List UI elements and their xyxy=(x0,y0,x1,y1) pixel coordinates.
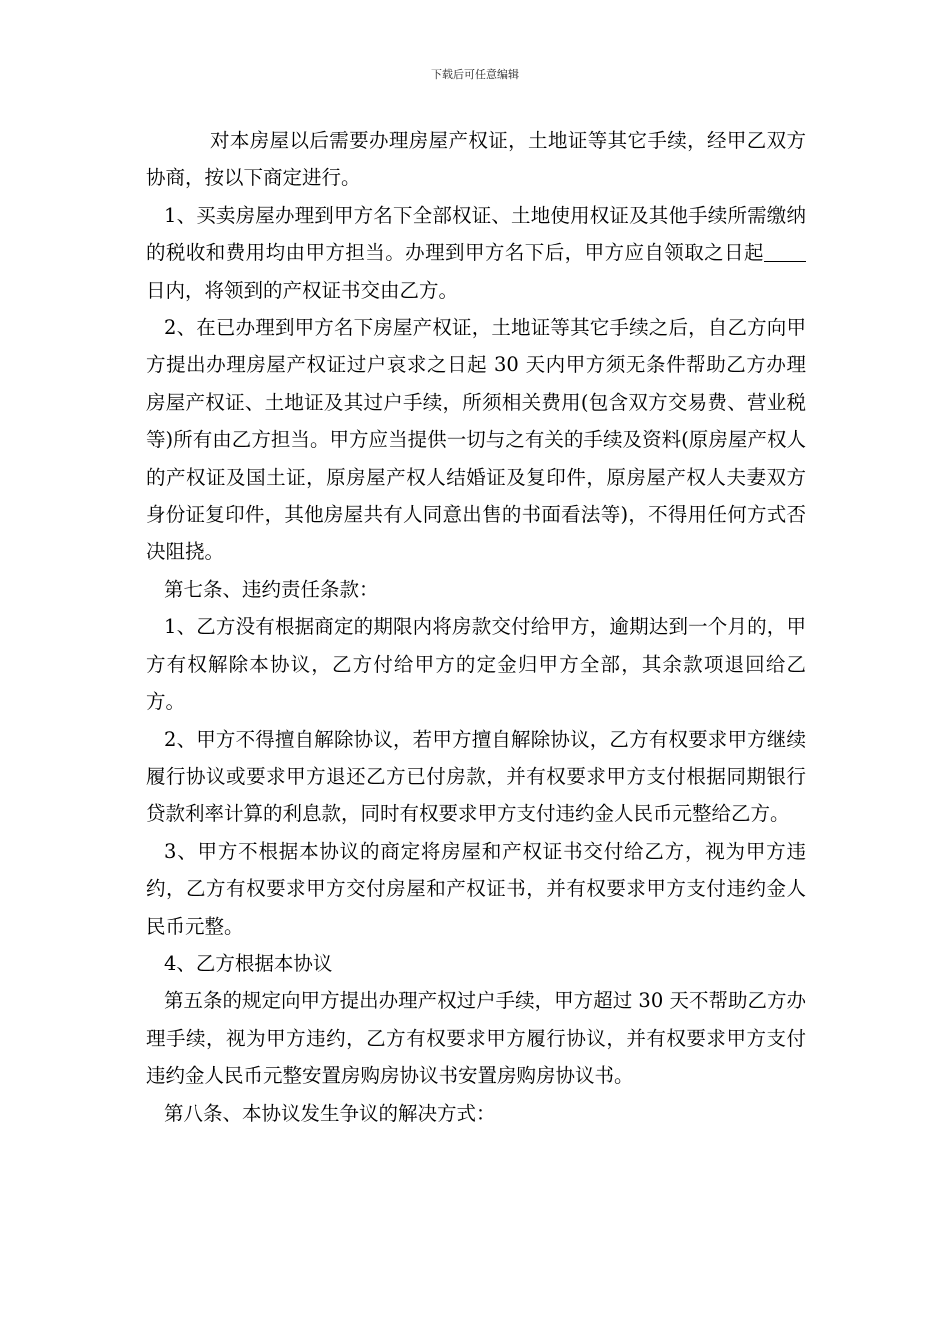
fill-in-blank[interactable] xyxy=(764,242,806,263)
document-body xyxy=(146,122,806,1132)
paragraph-item-2: 2、在已办理到甲方名下房屋产权证，土地证等其它手续之后，自乙方向甲方提出办理房屋产权证过户哀求之日起 30 天内甲方须无条件帮助乙方办理房屋产权证、土地证及其过户手续，所须相关费用(包含双方交易费、营业税等)所有由乙方担当。甲方应当提供一切与之有关的手续及资料(原房屋产权人的产权证及国土证，原房屋产权人结婚证及复印件，原房屋产权人夫妻双方身份证复印件，其他房屋共有人同意出售的书面看法等)，不得用任何方式否决阻挠。 xyxy=(146,316,806,564)
paragraph-breach-4: 4、乙方根据本协议 xyxy=(164,951,333,975)
page-header: 下载后可任意编辑 xyxy=(431,68,519,81)
paragraph-breach-1: 1、乙方没有根据商定的期限内将房款交付给甲方，逾期达到一个月的，甲方有权解除本协议，乙方付给甲方的定金归甲方全部，其余款项退回给乙方。 xyxy=(146,615,806,714)
paragraph-item-1 xyxy=(146,197,806,309)
paragraph-breach-2: 2、甲方不得擅自解除协议，若甲方擅自解除协议，乙方有权要求甲方继续履行协议或要求甲方退还乙方已付房款，并有权要求甲方支付根据同期银行贷款利率计算的利息款，同时有权要求甲方支付违约金人民币元整给乙方。 xyxy=(146,727,806,826)
section-heading-article-8: 第八条、本协议发生争议的解决方式： xyxy=(164,1101,496,1125)
paragraph-article-5-reference: 第五条的规定向甲方提出办理产权过户手续，甲方超过 30 天不帮助乙方办理手续，视为甲方违约，乙方有权要求甲方履行协议，并有权要求甲方支付违约金人民币元整安置房购房协议书安置房购房协议书。 xyxy=(146,989,806,1088)
paragraph-item-1-text: 1、买卖房屋办理到甲方名下全部权证、土地使用权证及其他手续所需缴纳的税收和费用均由甲方担当。办理到甲方名下后，甲方应自领取之日起 xyxy=(146,203,806,265)
paragraph-breach-3: 3、甲方不根据本协议的商定将房屋和产权证书交付给乙方，视为甲方违约，乙方有权要求甲方交付房屋和产权证书，并有权要求甲方支付违约金人民币元整。 xyxy=(146,839,806,938)
paragraph-item-1-tail: 日内，将领到的产权证书交由乙方。 xyxy=(146,278,459,302)
section-heading-article-7: 第七条、违约责任条款： xyxy=(164,577,379,601)
paragraph-intro: 对本房屋以后需要办理房屋产权证，土地证等其它手续，经甲乙双方协商，按以下商定进行。 xyxy=(146,129,806,190)
